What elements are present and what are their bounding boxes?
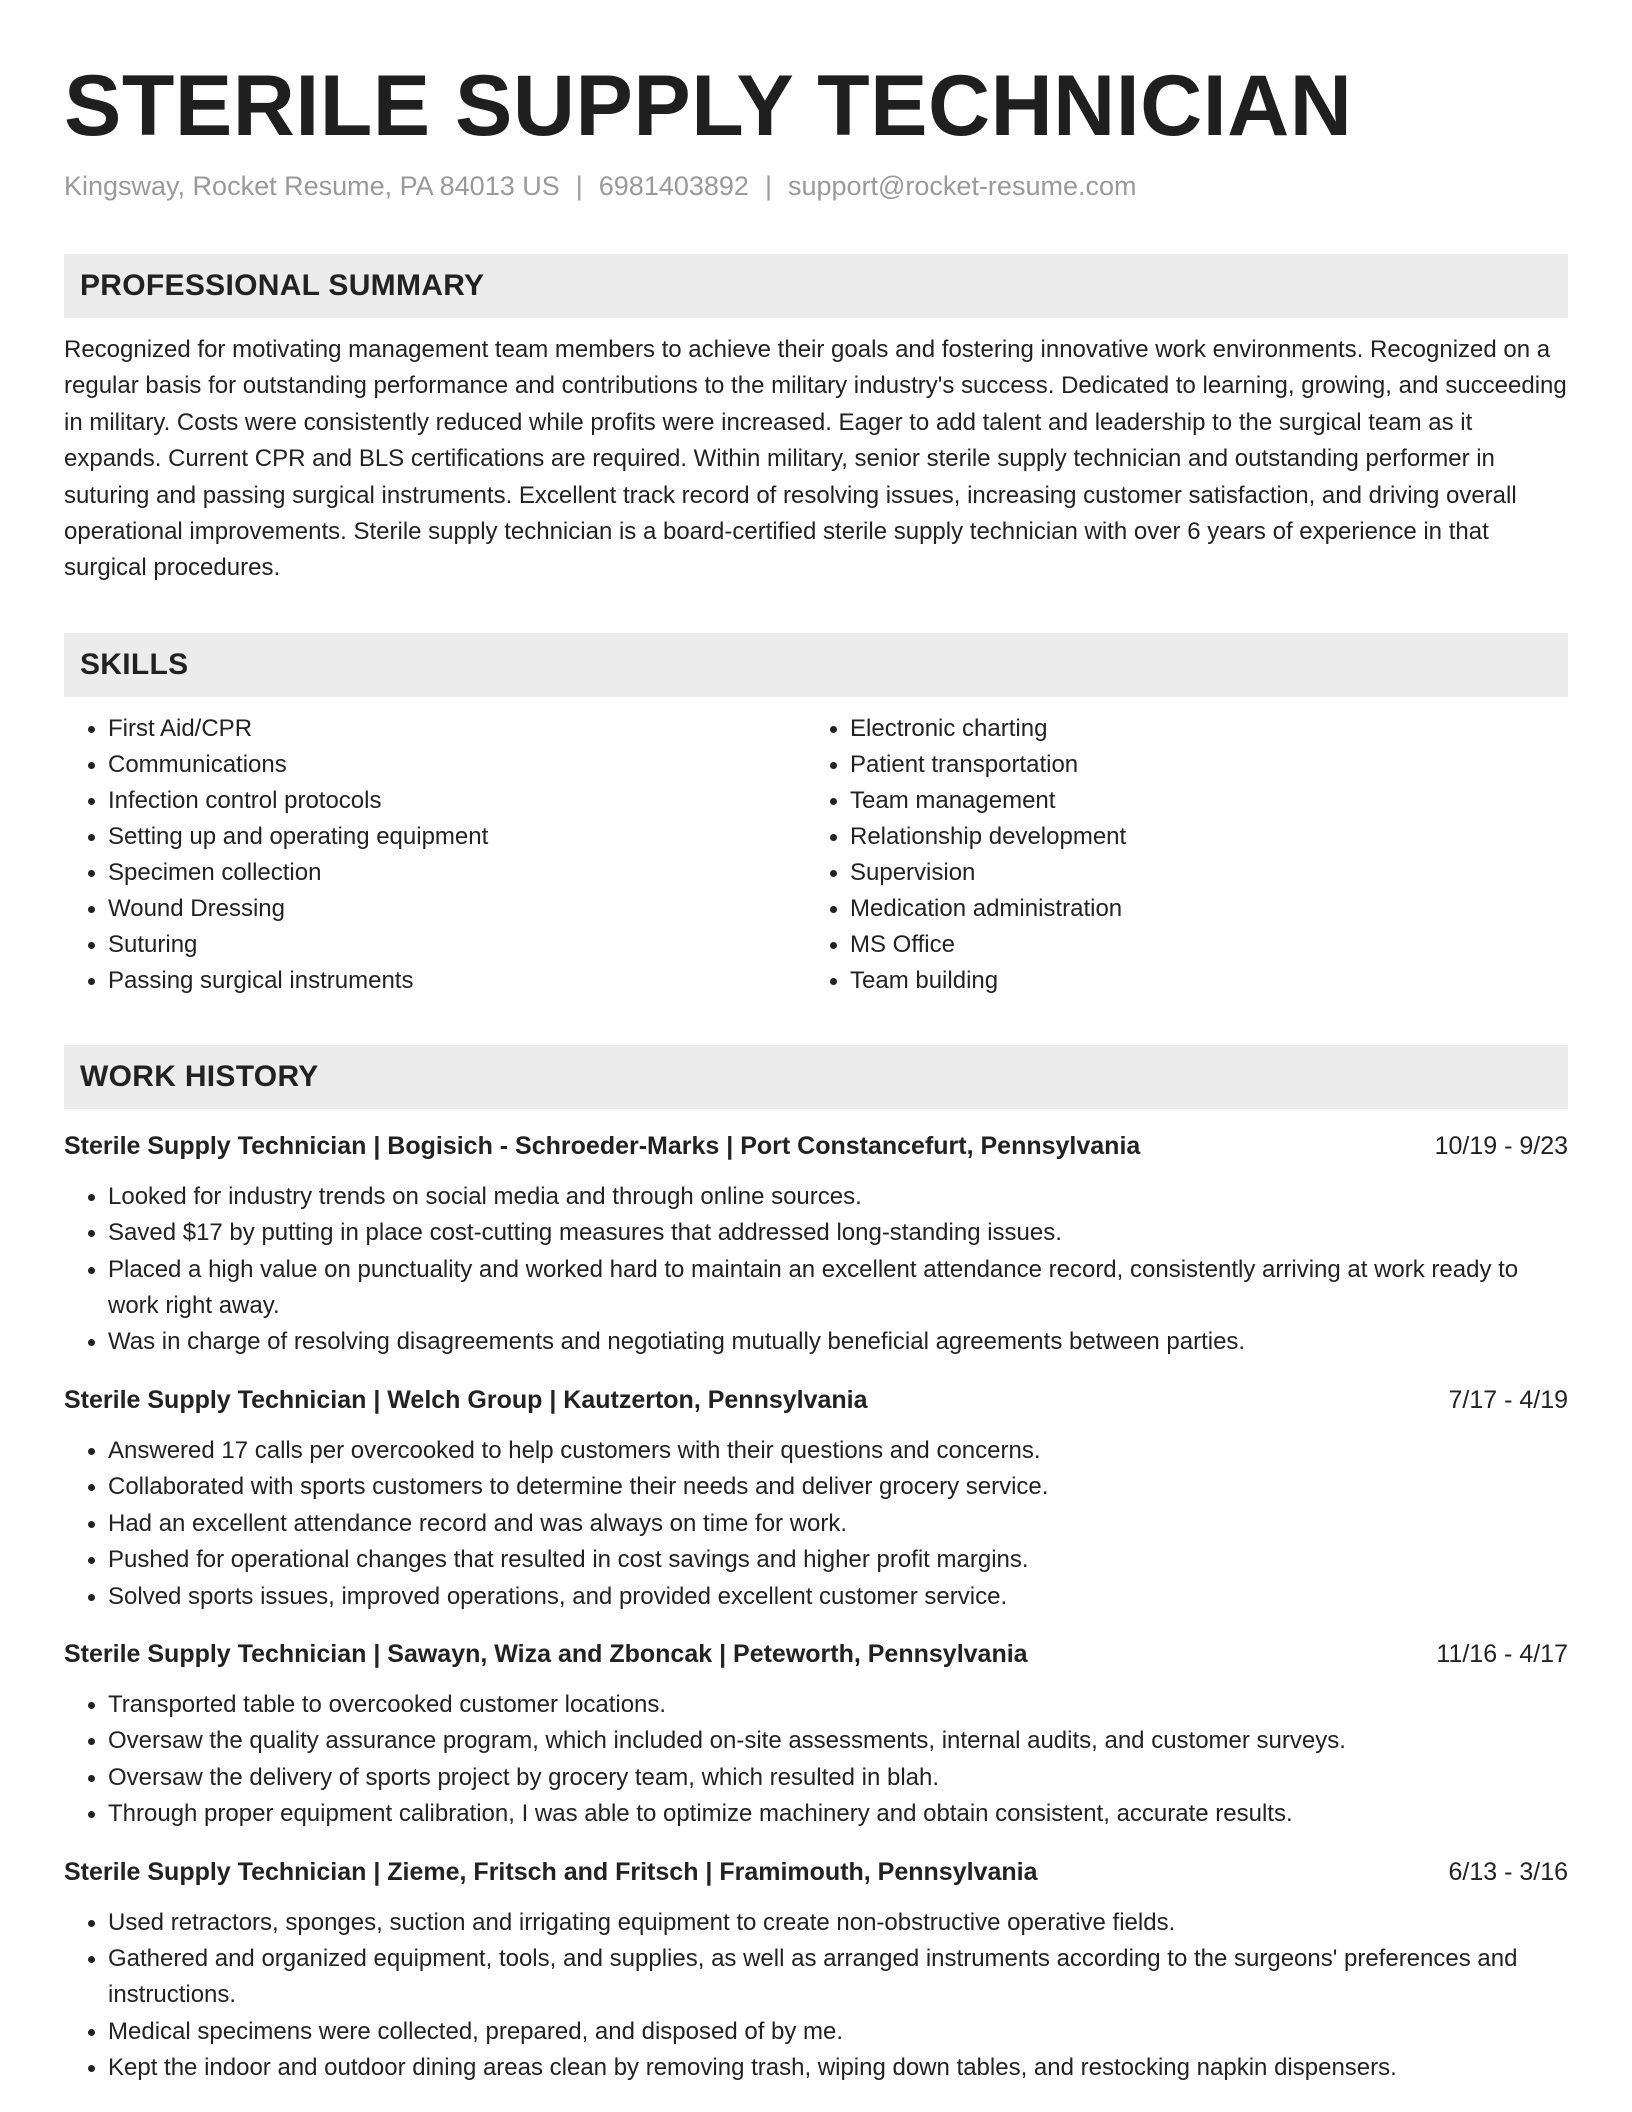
job-entry: [64, 1129, 1568, 1361]
skill-item: • Medication administration: [850, 891, 1568, 927]
skill-item: • Electronic charting: [850, 711, 1568, 747]
summary-text: Recognized for motivating management team members to achieve their goals and fostering innovative work environments. Recognized on a regular basis for outstanding performance and contributions to the military industry's success. Dedicated to learning, growing, and succeeding in military. Costs were consistently reduced while profits were increased. Eager to add talent and leadership to the surgical team as it expands. Current CPR and BLS certifications are required. Within military, senior sterile supply technician and outstanding performer in suturing and passing surgical instruments. Excellent track record of resolving issues, increasing customer satisfaction, and driving overall operational improvements. Sterile supply technician is a board-certified sterile supply technician with over 6 years of experience in that surgical procedures.: [64, 336, 1567, 582]
job-dates: 11/16 - 4/17: [1436, 1639, 1568, 1668]
job-dates: 7/17 - 4/19: [1448, 1385, 1568, 1414]
page-title: STERILE SUPPLY TECHNICIAN: [64, 58, 1353, 154]
section-header-work-history: WORK HISTORY: [64, 1045, 1568, 1109]
skills-column-left: [64, 711, 806, 999]
section-header-skills: SKILLS: [64, 633, 1568, 697]
skill-item: • Communications: [108, 747, 806, 783]
job-bullet: • Answered 17 calls per overcooked to help customers with their questions and concerns.: [108, 1433, 1568, 1469]
job-header: [64, 1129, 1568, 1163]
section-header-summary: PROFESSIONAL SUMMARY: [64, 254, 1568, 318]
skill-item: • First Aid/CPR: [108, 711, 806, 747]
skill-item: • Patient transportation: [850, 747, 1568, 783]
job-header: [64, 1383, 1568, 1417]
work-history-list: [64, 1129, 1568, 2087]
skill-item: • Infection control protocols: [108, 783, 806, 819]
job-entry: [64, 1855, 1568, 2087]
job-title: Sterile Supply Technician | Zieme, Fritsch and Fritsch | Framimouth, Pennsylvania: [64, 1857, 1038, 1886]
skills-column-right: [806, 711, 1568, 999]
skill-item: • Supervision: [850, 855, 1568, 891]
job-bullet: • Was in charge of resolving disagreements and negotiating mutually beneficial agreements between parties.: [108, 1324, 1568, 1360]
job-bullet: • Medical specimens were collected, prepared, and disposed of by me.: [108, 2014, 1568, 2050]
skill-item: • Setting up and operating equipment: [108, 819, 806, 855]
contact-separator: |: [575, 171, 583, 201]
job-bullet: • Solved sports issues, improved operations, and provided excellent customer service.: [108, 1579, 1568, 1615]
contact-line: [64, 168, 1568, 204]
contact-phone: 6981403892: [598, 171, 749, 201]
job-entry: [64, 1637, 1568, 1833]
job-bullets: [64, 1179, 1568, 1361]
job-bullet: • Oversaw the quality assurance program, which included on-site assessments, internal audits, and customer surveys.: [108, 1723, 1568, 1759]
job-bullet: • Used retractors, sponges, suction and irrigating equipment to create non-obstructive operative fields.: [108, 1905, 1568, 1941]
job-bullet: • Saved $17 by putting in place cost-cutting measures that addressed long-standing issues.: [108, 1215, 1568, 1251]
job-bullet: • Pushed for operational changes that resulted in cost savings and higher profit margins.: [108, 1542, 1568, 1578]
skill-item: • Specimen collection: [108, 855, 806, 891]
job-bullet: • Oversaw the delivery of sports project by grocery team, which resulted in blah.: [108, 1760, 1568, 1796]
skill-item: • Team management: [850, 783, 1568, 819]
job-bullet: • Gathered and organized equipment, tools, and supplies, as well as arranged instruments according to the surgeons' preferences and instructions.: [108, 1941, 1568, 2014]
job-bullet: • Looked for industry trends on social media and through online sources.: [108, 1179, 1568, 1215]
job-title: Sterile Supply Technician | Bogisich - Schroeder-Marks | Port Constancefurt, Pennsylvania: [64, 1131, 1141, 1160]
job-bullet: • Placed a high value on punctuality and worked hard to maintain an excellent attendance record, consistently arriving at work ready to work right away.: [108, 1252, 1568, 1325]
skills-list: [64, 711, 1568, 999]
skill-item: • MS Office: [850, 927, 1568, 963]
skill-item: • Passing surgical instruments: [108, 963, 806, 999]
skill-item: • Suturing: [108, 927, 806, 963]
contact-email: support@rocket-resume.com: [787, 171, 1137, 201]
job-dates: 6/13 - 3/16: [1448, 1857, 1568, 1886]
contact-separator: |: [764, 171, 772, 201]
job-bullet: • Through proper equipment calibration, I was able to optimize machinery and obtain consistent, accurate results.: [108, 1796, 1568, 1832]
job-entry: [64, 1383, 1568, 1615]
job-title: Sterile Supply Technician | Sawayn, Wiza and Zboncak | Peteworth, Pennsylvania: [64, 1639, 1028, 1668]
skill-item: • Team building: [850, 963, 1568, 999]
job-bullet: • Had an excellent attendance record and was always on time for work.: [108, 1506, 1568, 1542]
job-bullet: • Kept the indoor and outdoor dining areas clean by removing trash, wiping down tables, and restocking napkin dispensers.: [108, 2050, 1568, 2086]
skill-item: • Relationship development: [850, 819, 1568, 855]
job-bullet: • Transported table to overcooked customer locations.: [108, 1687, 1568, 1723]
skill-item: • Wound Dressing: [108, 891, 806, 927]
contact-address: Kingsway, Rocket Resume, PA 84013 US: [64, 171, 560, 201]
job-bullets: [64, 1687, 1568, 1833]
job-bullet: • Collaborated with sports customers to determine their needs and deliver grocery service.: [108, 1469, 1568, 1505]
job-bullets: [64, 1905, 1568, 2087]
job-dates: 10/19 - 9/23: [1434, 1131, 1568, 1160]
job-header: [64, 1637, 1568, 1671]
job-bullets: [64, 1433, 1568, 1615]
job-title: Sterile Supply Technician | Welch Group | Kautzerton, Pennsylvania: [64, 1385, 868, 1414]
job-header: [64, 1855, 1568, 1889]
